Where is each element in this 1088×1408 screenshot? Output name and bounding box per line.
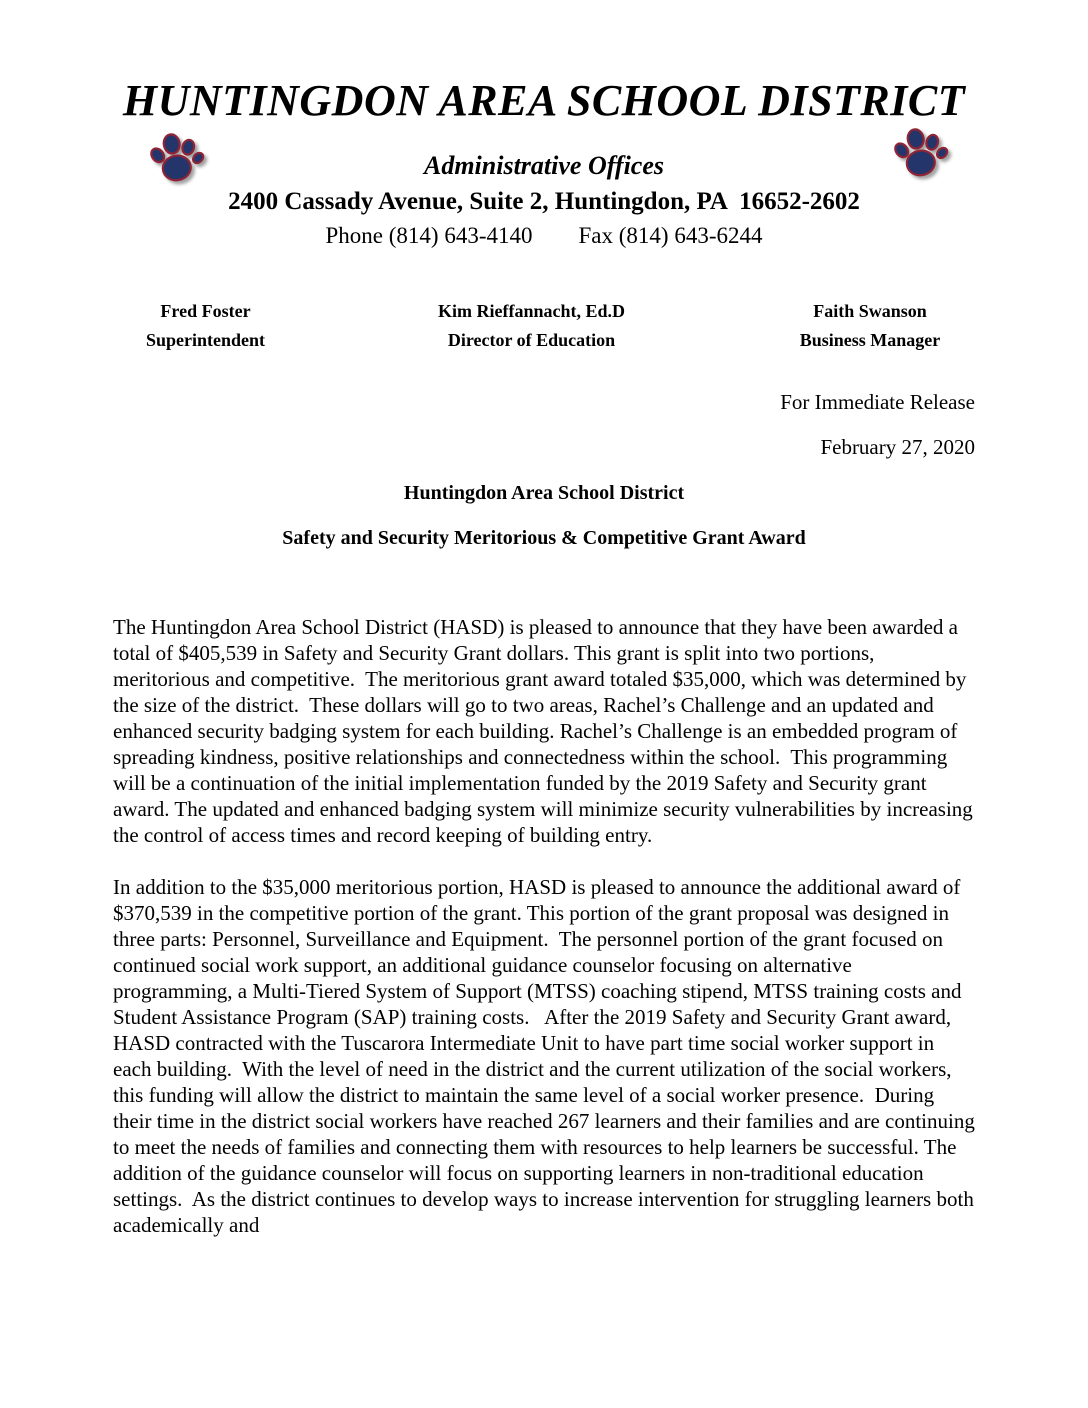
release-block bbox=[113, 389, 975, 460]
paw-print-icon bbox=[893, 126, 949, 182]
address-line: 2400 Cassady Avenue, Suite 2, Huntingdon, PA 16652-2602 bbox=[228, 188, 860, 216]
staff-row bbox=[113, 297, 975, 355]
release-line: For Immediate Release bbox=[780, 390, 975, 415]
staff-title: Superintendent bbox=[145, 330, 266, 351]
press-release-subtitle: Safety and Security Meritorious & Competitive Grant Award bbox=[282, 527, 806, 550]
staff-entry-director-of-education bbox=[382, 297, 682, 355]
press-release-title: Huntingdon Area School District bbox=[403, 482, 685, 505]
body-text bbox=[113, 614, 981, 1238]
staff-title: Business Manager bbox=[799, 330, 941, 351]
doc-titles bbox=[113, 481, 975, 550]
staff-entry-superintendent bbox=[113, 297, 298, 355]
staff-title: Director of Education bbox=[447, 330, 616, 351]
paw-print-icon bbox=[149, 131, 205, 187]
phone-number: Phone (814) 643-4140 bbox=[325, 223, 533, 249]
release-date: February 27, 2020 bbox=[820, 435, 975, 460]
staff-name: Kim Rieffannacht, Ed.D bbox=[437, 301, 625, 322]
office-label: Administrative Offices bbox=[423, 151, 664, 181]
paragraph: In addition to the $35,000 meritorious portion, HASD is pleased to announce the additional award of $370,539 in the competitive portion of the grant. This portion of the grant proposal was designed in three parts: Personnel, Surveillance and Equipment. The personnel portion of the grant focused on continued social work support, an additional guidance counselor focusing on alternative programming, a Multi-Tiered System of Support (MTSS) coaching stipend, MTSS training costs and Student Assistance Program (SAP) training costs. After the 2019 Safety and Security Grant award, HASD contracted with the Tuscarora Intermediate Unit to have part time social worker support in each building. With the level of need in the district and the current utilization of the social workers, this funding will allow the district to maintain the same level of a social worker presence. During their time in the district social workers have reached 267 learners and their families and are continuing to meet the needs of families and connecting them with resources to help learners be successful. The addition of the guidance counselor will focus on supporting learners in non-traditional education settings. As the district continues to develop ways to increase intervention for struggling learners both academically and bbox=[113, 875, 981, 1238]
staff-name: Faith Swanson bbox=[813, 301, 927, 322]
paragraph: The Huntingdon Area School District (HASD) is pleased to announce that they have been awarded a total of $405,539 in Safety and Security Grant dollars. This grant is split into two portions, meritorious and competitive. The meritorious grant award totaled $35,000, which was determined by the size of the district. These dollars will go to two areas, Rachel’s Challenge and an updated and enhanced security badging system for each building. Rachel’s Challenge is an embedded program of spreading kindness, positive relationships and connectedness within the school. This programming will be a continuation of the initial implementation funded by the 2019 Safety and Security grant award. The updated and enhanced badging system will minimize security vulnerabilities by increasing the control of access times and record keeping of building entry. bbox=[113, 615, 979, 848]
letterhead bbox=[113, 78, 975, 251]
staff-name: Fred Foster bbox=[160, 301, 251, 322]
district-name-heading: HUNTINGDON AREA SCHOOL DISTRICT bbox=[122, 76, 966, 125]
phone-fax-line bbox=[113, 222, 975, 251]
fax-number: Fax (814) 643-6244 bbox=[578, 223, 763, 249]
staff-entry-business-manager bbox=[765, 297, 975, 355]
